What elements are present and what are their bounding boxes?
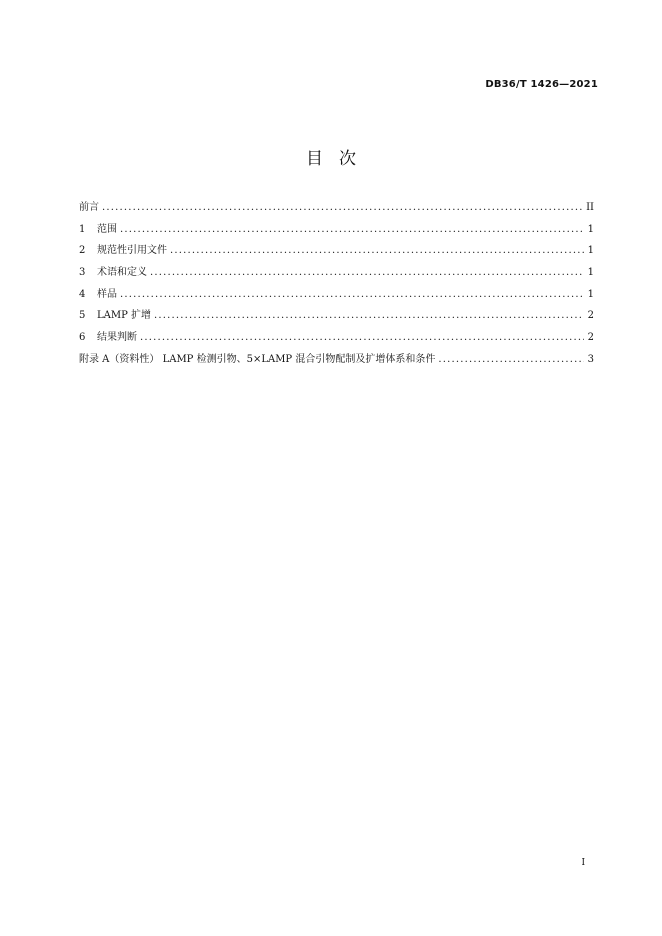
toc-entry-page: 1	[587, 245, 594, 257]
toc-entry-label: 术语和定义	[97, 267, 147, 279]
table-of-contents	[79, 198, 594, 372]
toc-leader-dots	[154, 310, 584, 321]
toc-leader-dots	[140, 332, 584, 343]
toc-entry-page: 2	[587, 332, 594, 344]
toc-entry-6[interactable]	[79, 328, 594, 350]
toc-entry-number: 1	[79, 223, 86, 235]
toc-entry-3[interactable]	[79, 263, 594, 285]
toc-entry-preface[interactable]	[79, 198, 594, 220]
toc-leader-dots	[150, 267, 584, 278]
toc-leader-dots	[438, 354, 583, 365]
toc-entry-appendix-a[interactable]	[79, 350, 594, 372]
toc-entry-number: 2	[79, 245, 86, 257]
toc-entry-label: 前言	[79, 202, 99, 213]
toc-entry-label: LAMP 扩增	[97, 310, 152, 322]
toc-leader-dots	[170, 245, 584, 256]
toc-leader-dots	[102, 202, 582, 213]
toc-leader-dots	[120, 224, 584, 235]
toc-entry-4[interactable]	[79, 285, 594, 307]
toc-entry-1[interactable]	[79, 220, 594, 242]
toc-entry-page: 2	[587, 310, 594, 322]
toc-entry-label: 范围	[97, 223, 117, 235]
toc-entry-page: II	[586, 202, 594, 213]
page-number: I	[581, 858, 585, 868]
toc-entry-label: 规范性引用文件	[97, 245, 167, 257]
toc-entry-label: 样品	[97, 288, 117, 300]
toc-entry-2[interactable]	[79, 241, 594, 263]
toc-entry-5[interactable]	[79, 306, 594, 328]
page-title: 目次	[306, 149, 372, 169]
toc-entry-number: 3	[79, 267, 86, 279]
toc-entry-page: 1	[587, 288, 594, 300]
document-code: DB36/T 1426—2021	[485, 79, 598, 90]
toc-entry-label: 附录 A（资料性） LAMP 检测引物、5×LAMP 混合引物配制及扩增体系和条件	[79, 353, 436, 365]
toc-entry-number: 6	[79, 332, 86, 344]
toc-entry-page: 1	[587, 223, 594, 235]
toc-entry-page: 3	[587, 353, 594, 365]
toc-entry-label: 结果判断	[97, 332, 137, 344]
toc-entry-number: 5	[79, 310, 86, 322]
toc-leader-dots	[120, 289, 584, 300]
toc-entry-page: 1	[587, 267, 594, 279]
toc-entry-number: 4	[79, 288, 86, 300]
